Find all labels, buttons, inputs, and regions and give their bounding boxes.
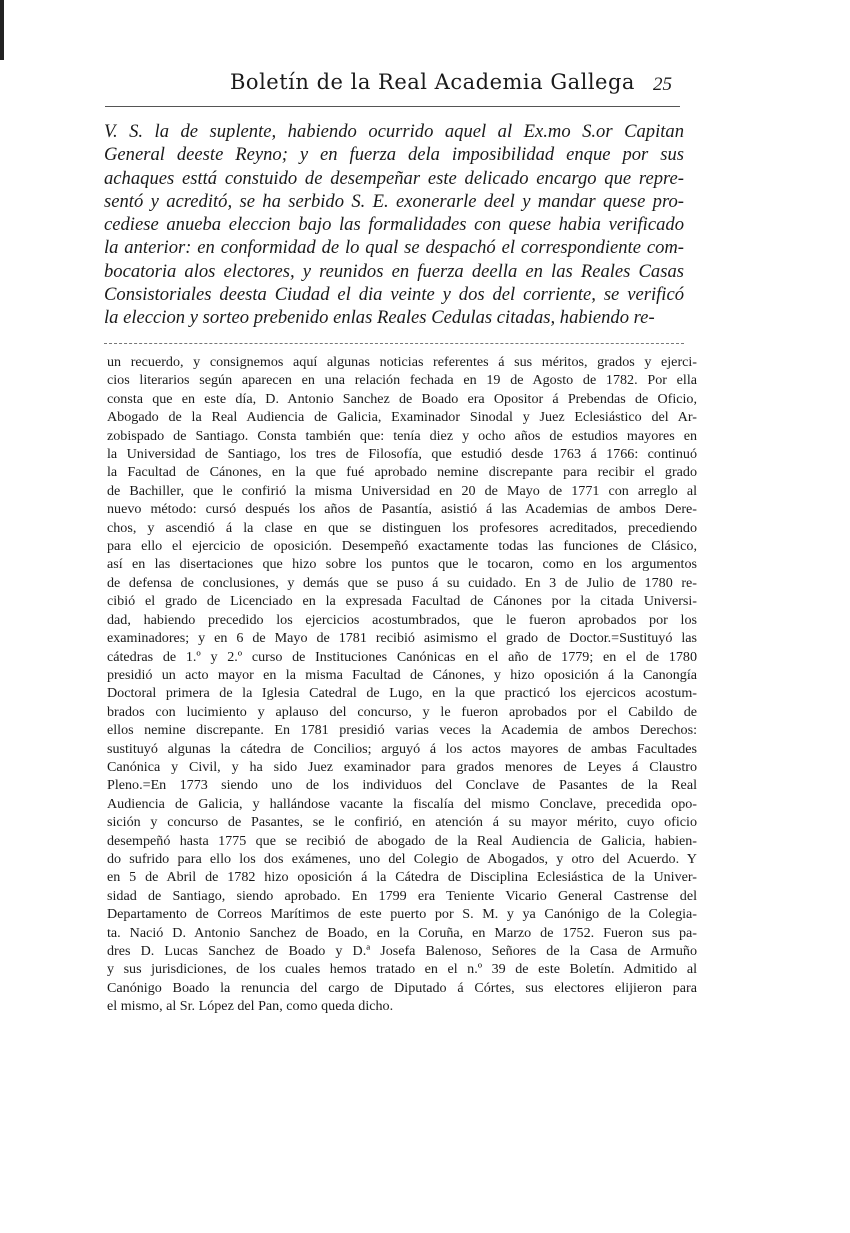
main-text-line: V. S. la de suplente, habiendo ocurrido aquel al Ex.mo S.or Capitan — [104, 121, 684, 142]
main-text-line: achaques esttá constuido de desempeñar este delicado encargo que repre- — [104, 167, 684, 189]
page-number: 25 — [653, 74, 672, 95]
footnote-line: brados con lucimiento y aplauso del concurso, y le fueron aprobados por el Cabildo de — [107, 703, 697, 720]
footnote-line: presidió un acto mayor en la misma Facultad de Cánones, y hizo oposición á la Canongía — [107, 666, 697, 683]
footnote-line: dad, habiendo precedido los ejercicios acostumbrados, que le fueron aprobados por los — [107, 611, 697, 628]
footnote-line: consta que en este día, D. Antonio Sanchez de Boado era Opositor á Prebendas de Oficio, — [107, 390, 697, 407]
main-text-line: cediese anueba eleccion bajo las formalidades con quese habia verificado — [104, 214, 684, 236]
footnote-line: cátedras de 1.º y 2.º curso de Instituciones Canónicas en el año de 1779; en el de 1780 — [107, 648, 697, 665]
footnote-line: do sufrido para ello los dos exámenes, uno del Colegio de Abogados, y otro del Acuerdo. Y — [107, 850, 697, 867]
footnote-line: chos, y ascendió á la clase en que se distinguen los profesores acreditados, precediendo — [107, 519, 697, 536]
footnote-line: Canónica y Civil, y ha sido Juez examinador para grados menores de Leyes á Claustro — [107, 758, 697, 775]
footnote-line: de defensa de conclusiones, y demás que se puso á su cuidado. En 3 de Julio de 1780 re- — [107, 574, 697, 591]
footnote-line: ellos nemine discrepante. En 1781 presidió varias veces la Academia de ambos Derechos: — [107, 722, 697, 739]
footnote-line: sustituyó algunas la cátedra de Concilios; arguyó á los actos mayores de ambas Facultades — [107, 740, 697, 757]
footnote-line: la Universidad de Santiago, los tres de Filosofía, que estudió desde 1763 á 1766: continuó — [107, 446, 697, 463]
footnote-line: nuevo método: cursó después los años de Pasantía, asistió á las Academias de ambos Dere- — [107, 501, 697, 518]
running-header — [105, 70, 680, 104]
binding-edge-mark — [0, 0, 4, 60]
footnote-line: examinadores; y en 6 de Mayo de 1781 recibió asimismo el grado de Doctor.=Sustituyó las — [107, 630, 697, 647]
footnote-line: la Facultad de Cánones, en la que fué aprobado nemine discrepante para recibir el grado — [107, 464, 697, 481]
footnote-line: para ello el ejercicio de oposición. Desempeñó exactamente todas las funciones de Clásico, — [107, 538, 697, 555]
footnote-separator — [104, 343, 684, 344]
journal-title: Boletín de la Real Academia Gallega — [230, 70, 635, 94]
main-text-line: sentó y acreditó, se ha serbido S. E. exonerarle deel y mandar quese pro- — [104, 190, 684, 212]
main-text-block — [104, 120, 684, 330]
footnote-line: cibió el grado de Licenciado en la expresada Facultad de Cánones por la citada Universi- — [107, 593, 697, 610]
main-text-line: General deeste Reyno; y en fuerza dela imposibilidad enque por sus — [104, 144, 684, 166]
main-text-line: bocatoria alos electores, y reunidos en fuerza deella en las Reales Casas — [104, 260, 684, 282]
footnote-line: dres D. Lucas Sanchez de Boado y D.ª Josefa Balenoso, Señores de la Casa de Armuño — [107, 943, 697, 959]
footnote-line: zobispado de Santiago. Consta también que: tenía diez y ocho años de estudios mayores en — [107, 427, 697, 444]
footnote-line: desempeñó hasta 1775 que se recibió de abogado de la Real Audiencia de Galicia, habien- — [107, 832, 697, 849]
footnote-line: el mismo, al Sr. López del Pan, como queda dicho. — [107, 998, 394, 1015]
footnote-line: así en las disertaciones que hizo sobre los puntos que le tocaron, como en los argumentos — [107, 556, 697, 573]
header-rule — [105, 106, 680, 107]
main-text-line: la anterior: en conformidad de lo qual se despachó el correspondiente com- — [104, 237, 684, 259]
footnote-line: en 5 de Abril de 1782 hizo oposición á la Cátedra de Disciplina Eclesiástica de la Univer- — [107, 869, 697, 886]
footnote-line: Audiencia de Galicia, y hallándose vacante la fiscalía del mismo Conclave, precedida opo- — [107, 795, 697, 812]
footnote-line: cios literarios según aparecen en una relación fechada en 19 de Agosto de 1782. Por ella — [107, 372, 697, 389]
main-text-line: Consistoriales deesta Ciudad el dia veinte y dos del corriente, se verificó — [104, 284, 684, 306]
footnote-line: Pleno.=En 1773 siendo uno de los individuos del Conclave de Pasantes de la Real — [107, 777, 697, 794]
footnote-line: Departamento de Correos Marítimos de este puerto por S. M. y ya Canónigo de la Colegia- — [107, 906, 697, 923]
footnote-line: un recuerdo, y consignemos aquí algunas noticias referentes á sus méritos, grados y ejerci- — [107, 354, 697, 370]
footnote-block — [107, 353, 697, 1016]
main-text-line: la eleccion y sorteo prebenido enlas Reales Cedulas citadas, habiendo re- — [104, 307, 655, 329]
footnote-line: Canónigo Boado la renuncia del cargo de Diputado á Córtes, sus electores elijieron para — [107, 979, 697, 996]
footnote-line: ta. Nació D. Antonio Sanchez de Boado, en la Coruña, en Marzo de 1752. Fueron sus pa- — [107, 924, 697, 941]
footnote-line: sición y concurso de Pasantes, se le confirió, en atención á su mayor mérito, cuyo oficio — [107, 814, 697, 831]
footnote-line: y sus jurisdiciones, de los cuales hemos tratado en el n.º 39 de este Boletín. Admitido al — [107, 961, 697, 978]
footnote-line: Doctoral primera de la Iglesia Catedral de Lugo, en la que practicó los ejercicos acostum- — [107, 685, 697, 702]
footnote-line: sidad de Santiago, siendo aprobado. En 1799 era Teniente Vicario General Castrense del — [107, 887, 697, 904]
footnote-line: Abogado de la Real Audiencia de Galicia, Examinador Sinodal y Juez Eclesiástico del Ar- — [107, 409, 697, 426]
footnote-line: de Bachiller, que le confirió la misma Universidad en 20 de Mayo de 1771 con arreglo al — [107, 482, 697, 499]
